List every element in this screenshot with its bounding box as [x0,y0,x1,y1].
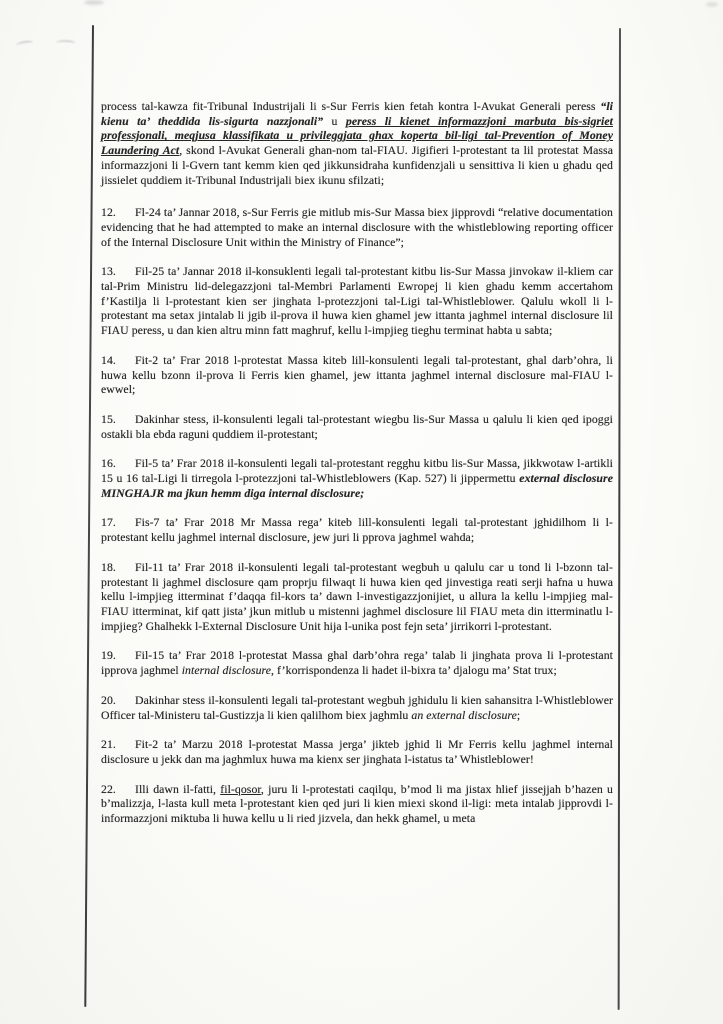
paragraph-number: 17. [101,515,116,530]
paragraph [101,782,613,826]
text-segment: an external disclosure [411,707,517,722]
text-segment: Dakinhar stess, il-konsulenti legali tal-protestant wiegbu lis-Sur Massa u qalulu li kien qed ipoggi ostakli bla ebda raguni quddiem il-protestant; [101,411,613,441]
paragraph [101,264,613,338]
text-segment: u [323,113,346,128]
right-margin-rule [618,28,621,1010]
text-segment: , f’korrispondenza li hadet il-bixra ta’ djalogu ma’ Stat trux; [271,663,557,678]
paragraph-number: 18. [101,559,116,574]
text-segment: ; [516,707,521,722]
text-segment: Dakinhar stess il-konsulenti legali tal-protestant wegbuh jghidulu li kien sahansitra l-Whistleblower Officer tal-Ministeru tal-Gustizzja li kien qalilhom biex jaghmlu [101,692,613,722]
paragraph [101,456,613,500]
text-segment: “li kienu ta’ theddida lis-sigurta nazzjonali” [101,99,613,128]
text-segment: internal disclosure [181,663,272,678]
text-segment: Fis-7 ta’ Frar 2018 Mr Massa rega’ kiteb lill-konsulenti legali tal-protestant jghidilhom li l-protestant kellu jaghmel internal disclosure, jew juri li pprova jaghmel wahda; [101,515,613,545]
paragraph-number: 20. [101,692,116,707]
paragraph-number: 21. [101,737,116,752]
text-segment: , juru li l-protestati caqilqu, b’mod li ma jistax hlief jissejjah b’hazen u b’malizzja, l-lasta kull meta l-protestant kien qed juri li kien miexi skond il-ligi: meta intalab jipprovdi l-informazzjoni miktuba li huwa kellu u li ried jizvela, dan hekk ghamel, u meta [101,781,614,826]
text-segment: , skond l-Avukat Generali ghan-nom tal-FIAU. Jigifieri l-protestant ta lil protestat Massa informazzjoni li l-Gvern tant kemm kien qed jikkunsidraha kunfidenzjali u sensittiva li kien u ghadu qed jissielet quddiem it-Tribunal Industrijali biex ikunu sfilzati; [101,143,613,187]
text-segment: external disclosure MINGHAJR ma jkun hemm diga internal disclosure; [101,471,613,500]
pencil-smudge [16,40,34,49]
paragraph [101,99,613,187]
pencil-smudge [56,39,75,47]
scan-speck [706,2,718,7]
text-segment: fil-qosor [220,781,261,796]
paragraph [101,515,613,544]
text-segment: peress li kienet informazzjoni marbuta bis-sigriet professjonali, meqjusa klassifikata u privileggjata ghax koperta bil-ligi tal-Prevention of Money Laundering Act [101,113,614,158]
text-segment: Fil-11 ta’ Frar 2018 il-konsulenti legali tal-protestant wegbuh u qalulu car u tond li l-bzonn tal-protestant li jaghmel disclosure qam proprju filwaqt li huwa kien qed jinvestiga reati serji hafna u huwa kellu l-impjieg itterminat f’daqqa fil-kors ta’ dawn l-investigazzjonijiet, u allura la kellu l-impjieg mal-FIAU itterminat, kif qatt jista’ jkun mitlub u mistenni jaghmel disclosure lil FIAU meta din itterminatlu l-impjieg? Ghalhekk l-External Disclosure Unit hija l-unika post fejn seta’ jirrikorri l-protestant. [101,559,613,633]
paragraph-number: 22. [101,781,116,796]
left-margin-rule [84,25,94,1007]
text-segment: process tal-kawza fit-Tribunal Industrijali li s-Sur Ferris kien fetah kontra l-Avukat Generali peress [101,99,601,113]
scan-speck [84,0,104,5]
paragraph-number: 13. [101,264,116,279]
paragraph-number: 19. [101,648,116,663]
text-segment: Fit-2 ta’ Marzu 2018 l-protestat Massa jerga’ jikteb jghid li Mr Ferris kellu jaghmel internal disclosure u jekk dan ma jaghmlux huwa ma kienx ser jinghata l-istatus ta’ Whistleblower! [101,737,613,766]
text-segment: Illi dawn il-fatti, [135,781,221,796]
text-segment: Fl-24 ta’ Jannar 2018, s-Sur Ferris gie mitlub mis-Sur Massa biex jipprovdi “relative documentation evidencing that he had attempted to make an internal disclosure with the whistleblowing reporting officer of the Internal Disclosure Unit within the Ministry of Finance”; [101,205,613,249]
text-segment: Fil-25 ta’ Jannar 2018 il-konsuklenti legali tal-protestant kitbu lis-Sur Massa jinvokaw il-kliem car tal-Prim Ministru lid-delegazzjoni tal-Membri Parlamenti Ewropej li kien ghadu kemm accertahom f’Kastilja li l-protestant kien ser jinghata l-protezzjoni tal-Ligi tal-Whistleblower. Qalulu wkoll li l-protestant ma setax jintalab li jgib il-prova il huwa kien ghamel jew ittanta jaghmel internal disclosure lil FIAU peress, u dan kien altru minn fatt maghruf, kellu l-impjieg tieghu terminat habta u sabta; [101,264,613,338]
paragraph [101,412,613,441]
paragraph [101,353,613,397]
text-segment: Fil-5 ta’ Frar 2018 il-konsulenti legali tal-protestant regghu kitbu lis-Sur Massa, jikkwotaw l-artikli 15 u 16 tal-Ligi li tirregola l-protezzjoni tal-Whistleblowers (Kap. 527) li jippermettu [101,456,613,486]
paragraph-number: 16. [101,456,116,471]
paragraph-number: 12. [101,205,116,220]
paragraph [101,205,613,249]
paragraph [101,648,613,677]
paragraph [101,560,613,634]
text-segment: Fil-15 ta’ Frar 2018 l-protestat Massa ghal darb’ohra rega’ talab li jinghata prova li l-protestant ipprova jaghmel [101,648,613,678]
paragraph-number: 14. [101,352,116,367]
text-segment: Fit-2 ta’ Frar 2018 l-protestat Massa kiteb lill-konsulenti legali tal-protestant, ghal darb’ohra, li huwa kellu bzonn il-prova li Ferris kien ghamel, jew ittanta jaghmel internal disclosure mal-FIAU l-ewwel; [101,352,613,397]
paragraph [101,693,613,722]
text-block [101,99,613,841]
paragraph-number: 15. [101,411,116,426]
paragraph [101,737,613,766]
